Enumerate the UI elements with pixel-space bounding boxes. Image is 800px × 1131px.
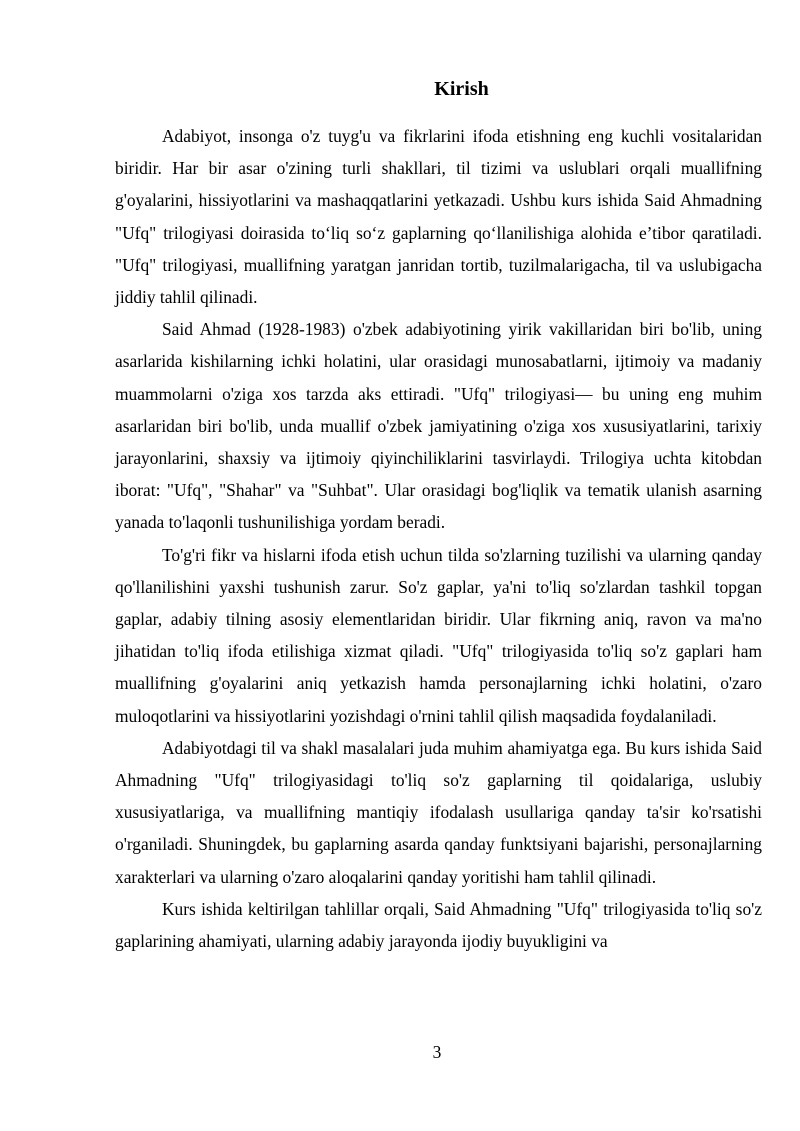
page-title: Kirish [434, 78, 489, 100]
paragraph-2: Said Ahmad (1928-1983) o'zbek adabiyotining yirik vakillaridan biri bo'lib, uning asarlarida kishilarning ichki holatini, ular orasidagi munosabatlarni, ijtimoiy va madaniy muammolarni o'ziga xos tarzda aks ettiradi. "Ufq" trilogiyasi— bu uning eng muhim asarlaridan biri bo'lib, unda muallif o'zbek jamiyatining o'ziga xos xususiyatlarini, tarixiy jarayonlarini, shaxsiy va ijtimoiy qiyinchiliklarini tasvirlaydi. Trilogiya uchta kitobdan iborat: "Ufq", "Shahar" va "Suhbat". Ular orasidagi bog'liqlik va tematik ulanish asarning yanada to'laqonli tushunilishiga yordam beradi. [115, 319, 762, 533]
paragraph-5: Kurs ishida keltirilgan tahlillar orqali, Said Ahmadning "Ufq" trilogiyasida to'liq so'z gaplarining ahamiyati, ularning adabiy jarayonda ijodiy buyukligini va [115, 898, 762, 952]
body-text [115, 120, 762, 957]
page-number: 3 [432, 1042, 442, 1062]
paragraph-3: To'g'ri fikr va hislarni ifoda etish uchun tilda so'zlarning tuzilishi va ularning qanday qo'llanilishini yaxshi tushunish zarur. So'z gaplar, ya'ni to'liq so'zlardan tashkil topgan gaplar, adabiy tilning asosiy elementlaridan biridir. Ular fikrning aniq, ravon va ma'no jihatidan to'liq ifoda etilishiga xizmat qiladi. "Ufq" trilogiyasida to'liq so'z gaplari ham muallifning g'oyalarini aniq yetkazish hamda personajlarning ichki holatini, o'zaro muloqotlarini va hissiyotlarini yozishdagi o'rnini tahlil qilish maqsadida foydalaniladi. [115, 544, 762, 726]
paragraph-4: Adabiyotdagi til va shakl masalalari juda muhim ahamiyatga ega. Bu kurs ishida Said Ahmadning "Ufq" trilogiyasidagi to'liq so'z gaplarning til qoidalariga, uslubiy xususiyatlariga, va muallifning mantiqiy ifodalash usullariga qanday ta'sir ko'rsatishi o'rganiladi. Shuningdek, bu gaplarning asarda qanday funktsiyani bajarishi, personajlarning xarakterlari va ularning o'zaro aloqalarini qanday yoritishi ham tahlil qilinadi. [115, 737, 762, 887]
paragraph-1: Adabiyot, insonga o'z tuyg'u va fikrlarini ifoda etishning eng kuchli vositalaridan biridir. Har bir asar o'zining turli shakllari, til tizimi va uslublari orqali muallifning g'oyalarini, hissiyotlarini va mashaqqatlarini yetkazadi. Ushbu kurs ishida Said Ahmadning "Ufq" trilogiyasi doirasida to‘liq so‘z gaplarning qo‘llanilishiga alohida e’tibor qaratiladi. "Ufq" trilogiyasi, muallifning yaratgan janridan tortib, tuzilmalarigacha, til va uslubigacha jiddiy tahlil qilinadi. [115, 126, 762, 308]
